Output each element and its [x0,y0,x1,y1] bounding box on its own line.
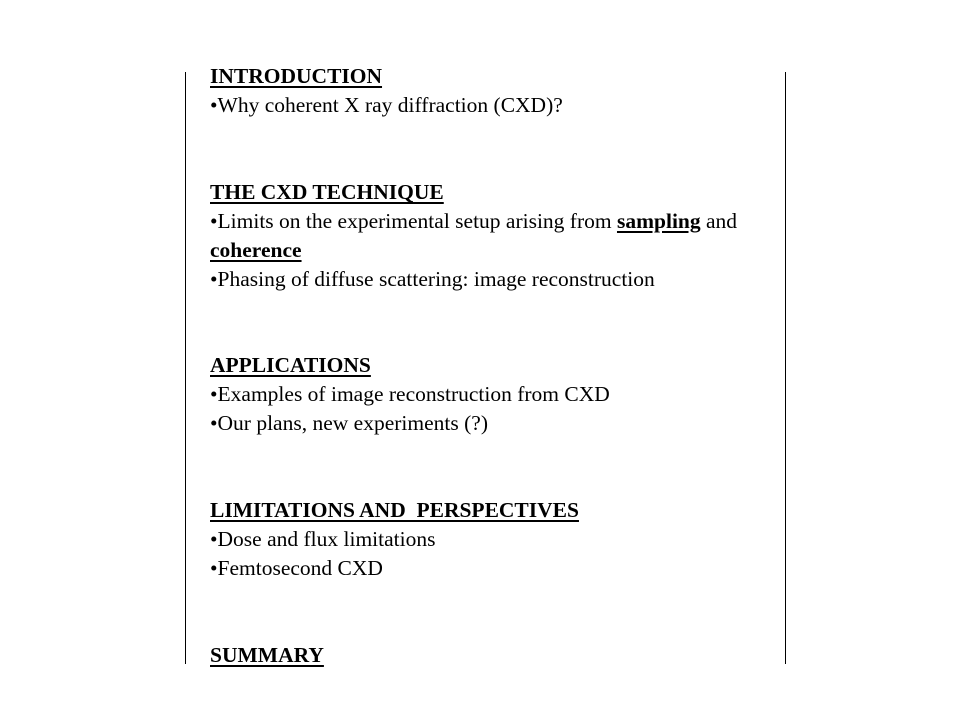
left-vertical-rule [185,72,186,664]
bullet-femtosecond: •Femtosecond CXD [210,556,383,580]
bullet-limits-prefix: •Limits on the experimental setup arising from [210,209,617,233]
heading-introduction: INTRODUCTION [210,64,383,88]
right-vertical-rule [785,72,786,664]
term-coherence: coherence [210,238,302,262]
bullet-why-cxd: •Why coherent X ray diffraction (CXD)? [210,93,563,117]
term-sampling: sampling [616,209,701,233]
bullet-limits [210,207,770,265]
bullet-limits-middle: and [700,209,738,233]
heading-summary: SUMMARY [210,643,324,667]
heading-limitations-perspectives: LIMITATIONS AND PERSPECTIVES [210,498,579,522]
bullet-our-plans: •Our plans, new experiments (?) [210,411,488,435]
outline-content [210,62,770,670]
bullet-dose-flux: •Dose and flux limitations [210,527,436,551]
heading-cxd-technique: THE CXD TECHNIQUE [210,180,444,204]
heading-applications: APPLICATIONS [210,353,371,377]
bullet-examples: •Examples of image reconstruction from CXD [210,382,610,406]
bullet-phasing: •Phasing of diffuse scattering: image reconstruction [210,267,655,291]
